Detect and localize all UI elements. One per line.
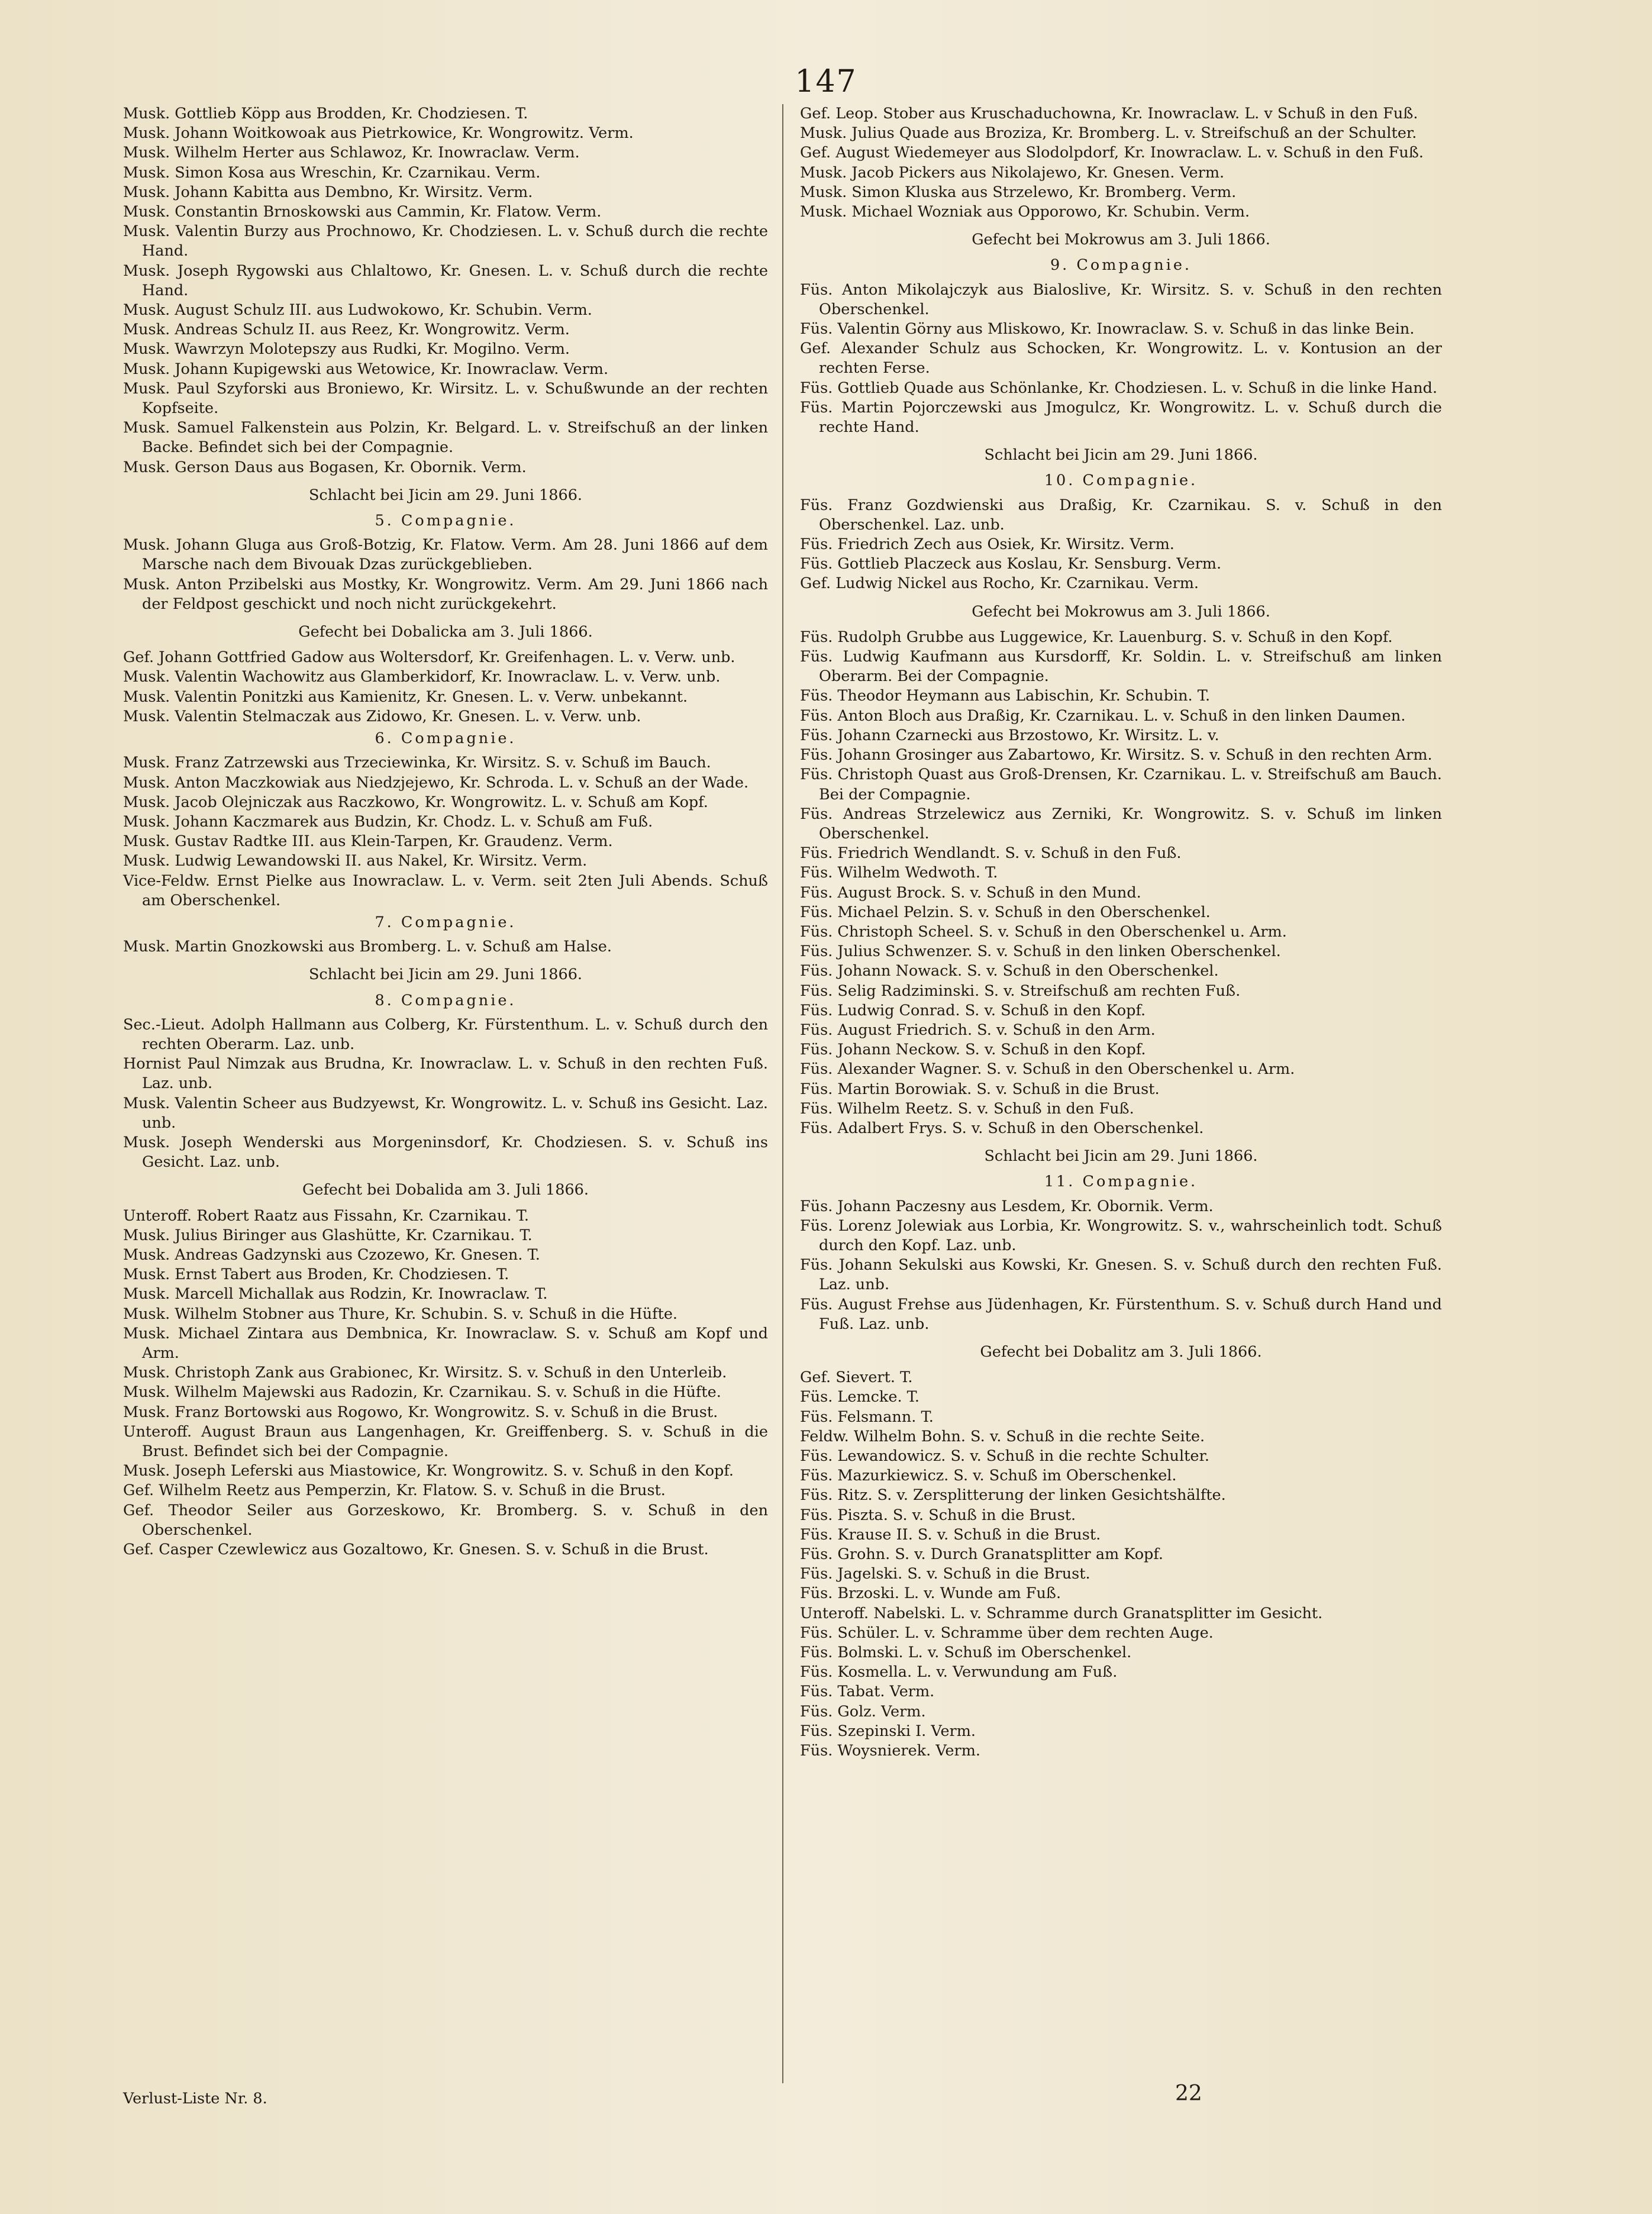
casualty-entry: Musk. Johann Kaczmarek aus Budzin, Kr. Chodz. L. v. Schuß am Fuß.: [123, 812, 653, 831]
casualty-entry: Feldw. Wilhelm Bohn. S. v. Schuß in die rechte Seite.: [800, 1427, 1205, 1445]
battle-heading: Schlacht bei Jicin am 29. Juni 1866.: [308, 966, 583, 984]
battle-heading: Schlacht bei Jicin am 29. Juni 1866.: [984, 446, 1258, 464]
casualty-entry: Musk. Marcell Michallak aus Rodzin, Kr. Inowraclaw. T.: [123, 1285, 548, 1303]
footer-list-title: Verlust-Liste Nr. 8.: [123, 2090, 267, 2108]
casualty-entry: Füs. August Frehse aus Jüdenhagen, Kr. Fürstenthum. S. v. Schuß durch Hand und Fuß. Laz. unb.: [800, 1295, 1442, 1333]
casualty-entry: Gef. Sievert. T.: [800, 1369, 913, 1387]
battle-heading: Gefecht bei Mokrowus am 3. Juli 1866.: [972, 231, 1270, 249]
casualty-entry: Musk. Valentin Wachowitz aus Glamberkidorf, Kr. Inowraclaw. L. v. Verw. unb.: [123, 668, 721, 686]
casualty-entry: Füs. Wilhelm Reetz. S. v. Schuß in den Fuß.: [800, 1099, 1134, 1118]
casualty-entry: Musk. Franz Bortowski aus Rogowo, Kr. Wongrowitz. S. v. Schuß in die Brust.: [123, 1403, 718, 1421]
casualty-entry: Füs. Bolmski. L. v. Schuß im Oberschenkel.: [800, 1644, 1132, 1662]
casualty-entry: Musk. Valentin Stelmaczak aus Zidowo, Kr. Gnesen. L. v. Verw. unb.: [123, 707, 641, 725]
right-column: [800, 104, 1442, 1761]
casualty-entry: Gef. Leop. Stober aus Kruschaduchowna, Kr. Inowraclaw. L. v Schuß in den Fuß.: [800, 105, 1418, 122]
battle-heading: Gefecht bei Dobalitz am 3. Juli 1866.: [980, 1342, 1262, 1361]
casualty-entry: Musk. Johann Woitkowoak aus Pietrkowice, Kr. Wongrowitz. Verm.: [123, 124, 634, 143]
casualty-entry: Musk. Jacob Olejniczak aus Raczkowo, Kr. Wongrowitz. L. v. Schuß am Kopf.: [123, 793, 708, 811]
casualty-entry: Gef. Ludwig Nickel aus Rocho, Kr. Czarnikau. Verm.: [800, 575, 1199, 593]
casualty-entry: Musk. Andreas Gadzynski aus Czozewo, Kr. Gnesen. T.: [123, 1245, 540, 1264]
casualty-entry: Füs. Lewandowicz. S. v. Schuß in die rechte Schulter.: [800, 1447, 1209, 1465]
casualty-entry: Musk. Wilhelm Majewski aus Radozin, Kr. Czarnikau. S. v. Schuß in die Hüfte.: [123, 1383, 721, 1402]
casualty-entry: Musk. Gerson Daus aus Bogasen, Kr. Obornik. Verm.: [123, 458, 527, 476]
casualty-entry: Füs. Selig Radziminski. S. v. Streifschuß am rechten Fuß.: [800, 982, 1241, 1000]
casualty-entry: Gef. August Wiedemeyer aus Slodolpdorf, Kr. Inowraclaw. L. v. Schuß in den Fuß.: [800, 144, 1424, 162]
casualty-entry: Musk. Valentin Burzy aus Prochnowo, Kr. Chodziesen. L. v. Schuß durch die rechte Hand.: [123, 222, 768, 260]
casualty-entry: Füs. August Brock. S. v. Schuß in den Mund.: [800, 883, 1141, 902]
casualty-entry: Füs. Mazurkiewicz. S. v. Schuß im Oberschenkel.: [800, 1467, 1177, 1485]
casualty-entry: Musk. Valentin Scheer aus Budzyewst, Kr. Wongrowitz. L. v. Schuß ins Gesicht. Laz. unb.: [123, 1094, 768, 1132]
casualty-entry: Füs. Friedrich Wendlandt. S. v. Schuß in den Fuß.: [800, 844, 1182, 863]
casualty-entry: Füs. Franz Gozdwienski aus Draßig, Kr. Czarnikau. S. v. Schuß in den Oberschenkel. Laz. unb.: [800, 496, 1442, 534]
casualty-entry: Füs. Rudolph Grubbe aus Luggewice, Kr. Lauenburg. S. v. Schuß in den Kopf.: [800, 628, 1393, 646]
battle-heading: Gefecht bei Mokrowus am 3. Juli 1866.: [972, 602, 1270, 621]
casualty-entry: Musk. Johann Gluga aus Groß-Botzig, Kr. Flatow. Verm. Am 28. Juni 1866 auf dem Marsche nach dem Bivouak Dzas zurückgeblieben.: [123, 536, 768, 574]
casualty-entry: Musk. Michael Wozniak aus Opporowo, Kr. Schubin. Verm.: [800, 203, 1250, 221]
left-column: [123, 104, 768, 1560]
casualty-entry: Füs. Christoph Quast aus Groß-Drensen, Kr. Czarnikau. L. v. Streifschuß am Bauch. Bei der Compagnie.: [800, 766, 1442, 803]
casualty-entry: Musk. Joseph Wenderski aus Morgeninsdorf, Kr. Chodziesen. S. v. Schuß ins Gesicht. Laz. unb.: [123, 1133, 768, 1171]
casualty-entry: Füs. Michael Pelzin. S. v. Schuß in den Oberschenkel.: [800, 903, 1211, 921]
casualty-entry: Füs. Friedrich Zech aus Osiek, Kr. Wirsitz. Verm.: [800, 535, 1175, 554]
casualty-entry: Füs. Ludwig Kaufmann aus Kursdorff, Kr. Soldin. L. v. Streifschuß am linken Oberarm. Bei der Compagnie.: [800, 648, 1442, 686]
casualty-entry: Musk. Michael Zintara aus Dembnica, Kr. Inowraclaw. S. v. Schuß am Kopf und Arm.: [123, 1324, 768, 1362]
casualty-entry: Musk. Martin Gnozkowski aus Bromberg. L. v. Schuß am Halse.: [123, 938, 612, 956]
casualty-entry: Füs. Lemcke. T.: [800, 1388, 920, 1406]
casualty-entry: Musk. Johann Kabitta aus Dembno, Kr. Wirsitz. Verm.: [123, 183, 533, 201]
battle-heading: Gefecht bei Dobalida am 3. Juli 1866.: [302, 1181, 589, 1199]
company-heading: 9. Compagnie.: [1050, 256, 1192, 275]
casualty-entry: Füs. Felsmann. T.: [800, 1408, 934, 1426]
casualty-entry: Musk. Andreas Schulz II. aus Reez, Kr. Wongrowitz. Verm.: [123, 321, 570, 339]
casualty-entry: Gef. Wilhelm Reetz aus Pemperzin, Kr. Flatow. S. v. Schuß in die Brust.: [123, 1482, 666, 1500]
company-heading: 8. Compagnie.: [375, 991, 517, 1009]
casualty-entry: Füs. Christoph Scheel. S. v. Schuß in den Oberschenkel u. Arm.: [800, 922, 1287, 941]
casualty-entry: Musk. August Schulz III. aus Ludwokowo, Kr. Schubin. Verm.: [123, 301, 592, 319]
casualty-entry: Musk. Simon Kosa aus Wreschin, Kr. Czarnikau. Verm.: [123, 163, 541, 182]
casualty-entry: Musk. Simon Kluska aus Strzelewo, Kr. Bromberg. Verm.: [800, 183, 1237, 201]
casualty-entry: Füs. Johann Neckow. S. v. Schuß in den Kopf.: [800, 1041, 1146, 1059]
casualty-entry: Füs. Kosmella. L. v. Verwundung am Fuß.: [800, 1663, 1118, 1682]
casualty-entry: Musk. Gottlieb Köpp aus Brodden, Kr. Chodziesen. T.: [123, 105, 528, 122]
casualty-entry: Füs. Wilhelm Wedwoth. T.: [800, 864, 998, 882]
casualty-entry: Füs. Piszta. S. v. Schuß in die Brust.: [800, 1506, 1076, 1524]
casualty-entry: Füs. Julius Schwenzer. S. v. Schuß in den linken Oberschenkel.: [800, 943, 1281, 961]
casualty-entry: Musk. Samuel Falkenstein aus Polzin, Kr. Belgard. L. v. Streifschuß an der linken Backe. Befindet sich bei der Compagnie.: [123, 419, 768, 457]
casualty-entry: Füs. Schüler. L. v. Schramme über dem rechten Auge.: [800, 1624, 1214, 1642]
casualty-entry: Musk. Ernst Tabert aus Broden, Kr. Chodziesen. T.: [123, 1266, 509, 1284]
casualty-entry: Musk. Wilhelm Stobner aus Thure, Kr. Schubin. S. v. Schuß in die Hüfte.: [123, 1305, 678, 1323]
casualty-entry: Füs. Gottlieb Quade aus Schönlanke, Kr. Chodziesen. L. v. Schuß in die linke Hand.: [800, 379, 1438, 397]
battle-heading: Schlacht bei Jicin am 29. Juni 1866.: [308, 486, 583, 504]
casualty-entry: Füs. Johann Nowack. S. v. Schuß in den Oberschenkel.: [800, 962, 1219, 980]
casualty-entry: Musk. Julius Biringer aus Glashütte, Kr. Czarnikau. T.: [123, 1226, 533, 1244]
casualty-entry: Musk. Jacob Pickers aus Nikolajewo, Kr. Gnesen. Verm.: [800, 163, 1225, 182]
casualty-entry: Füs. Szepinski I. Verm.: [800, 1722, 976, 1740]
casualty-entry: Musk. Ludwig Lewandowski II. aus Nakel, Kr. Wirsitz. Verm.: [123, 852, 588, 870]
casualty-entry: Vice-Feldw. Ernst Pielke aus Inowraclaw. L. v. Verm. seit 2ten Juli Abends. Schuß am Oberschenkel.: [123, 872, 768, 909]
casualty-entry: Gef. Alexander Schulz aus Schocken, Kr. Wongrowitz. L. v. Kontusion an der rechten Ferse.: [800, 340, 1442, 377]
casualty-entry: Füs. Johann Paczesny aus Lesdem, Kr. Obornik. Verm.: [800, 1197, 1214, 1215]
casualty-entry: Musk. Anton Przibelski aus Mostky, Kr. Wongrowitz. Verm. Am 29. Juni 1866 nach der Feldpost geschickt und noch nicht zurückgekehrt.: [123, 575, 768, 613]
battle-heading: Schlacht bei Jicin am 29. Juni 1866.: [984, 1147, 1258, 1166]
casualty-entry: Füs. Alexander Wagner. S. v. Schuß in den Oberschenkel u. Arm.: [800, 1060, 1295, 1079]
casualty-entry: Füs. Valentin Görny aus Mliskowo, Kr. Inowraclaw. S. v. Schuß in das linke Bein.: [800, 320, 1415, 338]
casualty-entry: Füs. Martin Borowiak. S. v. Schuß in die Brust.: [800, 1080, 1160, 1098]
casualty-entry: Musk. Christoph Zank aus Grabionec, Kr. Wirsitz. S. v. Schuß in den Unterleib.: [123, 1364, 727, 1382]
casualty-entry: Füs. Andreas Strzelewicz aus Zerniki, Kr. Wongrowitz. S. v. Schuß im linken Oberschenkel.: [800, 805, 1442, 843]
casualty-entry: Füs. August Friedrich. S. v. Schuß in den Arm.: [800, 1021, 1156, 1039]
casualty-entry: Musk. Anton Maczkowiak aus Niedzjejewo, Kr. Schroda. L. v. Schuß an der Wade.: [123, 773, 749, 792]
column-divider: [782, 104, 783, 2083]
casualty-entry: Füs. Adalbert Frys. S. v. Schuß in den Oberschenkel.: [800, 1119, 1204, 1137]
casualty-entry: Musk. Gustav Radtke III. aus Klein-Tarpen, Kr. Graudenz. Verm.: [123, 832, 613, 851]
casualty-entry: Füs. Johann Sekulski aus Kowski, Kr. Gnesen. S. v. Schuß durch den rechten Fuß. Laz. unb.: [800, 1256, 1442, 1294]
company-heading: 7. Compagnie.: [375, 913, 517, 931]
company-heading: 6. Compagnie.: [375, 730, 517, 748]
casualty-entry: Füs. Golz. Verm.: [800, 1702, 926, 1721]
casualty-entry: Musk. Wawrzyn Molotepszy aus Rudki, Kr. Mogilno. Verm.: [123, 340, 570, 359]
casualty-entry: Musk. Joseph Rygowski aus Chlaltowo, Kr. Gnesen. L. v. Schuß durch die rechte Hand.: [123, 262, 768, 299]
casualty-entry: Musk. Franz Zatrzewski aus Trzeciewinka, Kr. Wirsitz. S. v. Schuß im Bauch.: [123, 754, 711, 772]
casualty-entry: Gef. Casper Czewlewicz aus Gozaltowo, Kr. Gnesen. S. v. Schuß in die Brust.: [123, 1541, 709, 1559]
casualty-entry: Musk. Johann Kupigewski aus Wetowice, Kr. Inowraclaw. Verm.: [123, 360, 609, 378]
casualty-entry: Füs. Krause II. S. v. Schuß in die Brust.: [800, 1525, 1101, 1544]
casualty-entry: Füs. Brzoski. L. v. Wunde am Fuß.: [800, 1584, 1061, 1603]
casualty-entry: Unteroff. August Braun aus Langenhagen, Kr. Greiffenberg. S. v. Schuß in die Brust. Befindet sich bei der Compagnie.: [123, 1422, 768, 1460]
casualty-entry: Füs. Gottlieb Placzeck aus Koslau, Kr. Sensburg. Verm.: [800, 555, 1222, 573]
company-heading: 11. Compagnie.: [1044, 1173, 1198, 1191]
casualty-entry: Füs. Johann Czarnecki aus Brzostowo, Kr. Wirsitz. L. v.: [800, 726, 1219, 744]
casualty-entry: Füs. Ritz. S. v. Zersplitterung der linken Gesichtshälfte.: [800, 1486, 1226, 1505]
casualty-entry: Füs. Theodor Heymann aus Labischin, Kr. Schubin. T.: [800, 687, 1211, 705]
casualty-entry: Unteroff. Robert Raatz aus Fissahn, Kr. Czarnikau. T.: [123, 1206, 530, 1225]
casualty-entry: Gef. Theodor Seiler aus Gorzeskowo, Kr. Bromberg. S. v. Schuß in den Oberschenkel.: [123, 1501, 768, 1539]
casualty-entry: Musk. Valentin Ponitzki aus Kamienitz, Kr. Gnesen. L. v. Verw. unbekannt.: [123, 688, 688, 706]
casualty-entry: Musk. Paul Szyforski aus Broniewo, Kr. Wirsitz. L. v. Schußwunde an der rechten Kopfseite.: [123, 379, 768, 418]
casualty-entry: Füs. Martin Pojorczewski aus Jmogulcz, Kr. Wongrowitz. L. v. Schuß durch die rechte Hand.: [800, 398, 1442, 437]
casualty-entry: Sec.-Lieut. Adolph Hallmann aus Colberg, Kr. Fürstenthum. L. v. Schuß durch den rechten Oberarm. Laz. unb.: [123, 1015, 768, 1053]
casualty-entry: Füs. Anton Mikolajczyk aus Bialoslive, Kr. Wirsitz. S. v. Schuß in den rechten Oberschenkel.: [800, 280, 1442, 318]
casualty-entry: Füs. Lorenz Jolewiak aus Lorbia, Kr. Wongrowitz. S. v., wahrscheinlich todt. Schuß durch den Kopf. Laz. unb.: [800, 1216, 1442, 1254]
casualty-entry: Füs. Woysnierek. Verm.: [800, 1742, 980, 1760]
casualty-entry: Füs. Tabat. Verm.: [800, 1683, 935, 1701]
casualty-entry: Füs. Jagelski. S. v. Schuß in die Brust.: [800, 1565, 1090, 1583]
casualty-entry: Gef. Johann Gottfried Gadow aus Woltersdorf, Kr. Greifenhagen. L. v. Verw. unb.: [123, 648, 735, 667]
company-heading: 10. Compagnie.: [1044, 472, 1198, 490]
casualty-entry: Füs. Grohn. S. v. Durch Granatsplitter am Kopf.: [800, 1545, 1164, 1564]
casualty-entry: Hornist Paul Nimzak aus Brudna, Kr. Inowraclaw. L. v. Schuß in den rechten Fuß. Laz. unb.: [123, 1055, 768, 1093]
company-heading: 5. Compagnie.: [375, 512, 517, 530]
casualty-entry: Musk. Wilhelm Herter aus Schlawoz, Kr. Inowraclaw. Verm.: [123, 144, 580, 162]
casualty-entry: Füs. Johann Grosinger aus Zabartowo, Kr. Wirsitz. S. v. Schuß in den rechten Arm.: [800, 746, 1432, 764]
battle-heading: Gefecht bei Dobalicka am 3. Juli 1866.: [298, 623, 593, 641]
casualty-entry: Musk. Constantin Brnoskowski aus Cammin, Kr. Flatow. Verm.: [123, 203, 602, 221]
casualty-entry: Füs. Anton Bloch aus Draßig, Kr. Czarnikau. L. v. Schuß in den linken Daumen.: [800, 706, 1406, 725]
casualty-entry: Musk. Joseph Leferski aus Miastowice, Kr. Wongrowitz. S. v. Schuß in den Kopf.: [123, 1462, 734, 1480]
casualty-entry: Füs. Ludwig Conrad. S. v. Schuß in den Kopf.: [800, 1001, 1146, 1019]
page-number: 147: [795, 64, 857, 99]
casualty-entry: Unteroff. Nabelski. L. v. Schramme durch Granatsplitter im Gesicht.: [800, 1604, 1323, 1622]
casualty-entry: Musk. Julius Quade aus Broziza, Kr. Bromberg. L. v. Streifschuß an der Schulter.: [800, 124, 1417, 143]
footer-signature-number: 22: [1175, 2081, 1202, 2106]
